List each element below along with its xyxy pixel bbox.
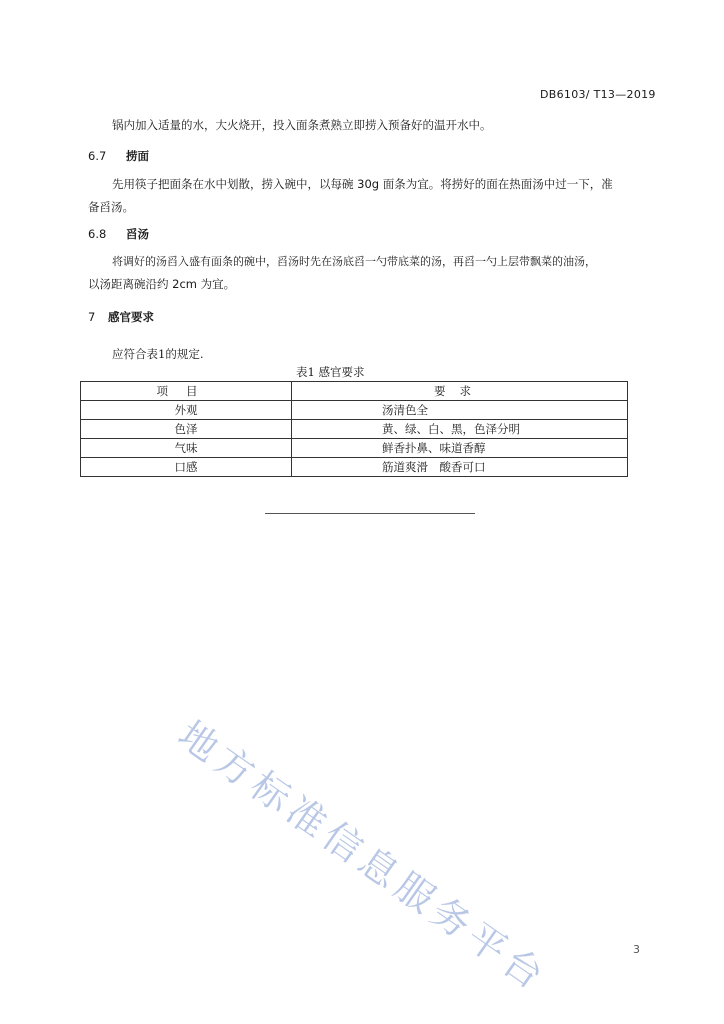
- sensory-requirements-table: [80, 381, 628, 477]
- table-cell: 口感: [81, 458, 292, 477]
- watermark-text: 地方标准信息服务平台: [170, 712, 557, 1001]
- section-6-7-heading: [88, 148, 149, 164]
- paragraph-6-8-line1: 将调好的汤舀入盛有面条的碗中，舀汤时先在汤底舀一勺带底菜的汤，再舀一勺上层带飘菜的油汤，: [112, 255, 596, 268]
- table-row: [81, 439, 628, 458]
- header-cell-requirement: 要求: [292, 382, 628, 401]
- section-number: 7: [88, 310, 96, 324]
- table-cell: 鲜香扑鼻、味道香醇: [292, 439, 628, 458]
- table-row: [81, 458, 628, 477]
- table-intro: 应符合表1的规定.: [112, 347, 204, 361]
- page-number: 3: [633, 943, 640, 956]
- table-row: [81, 401, 628, 420]
- table-caption: 表1 感官要求: [296, 365, 365, 379]
- section-title: 捞面: [126, 149, 149, 163]
- table-cell: 筋道爽滑 酸香可口: [292, 458, 628, 477]
- table-cell: 气味: [81, 439, 292, 458]
- table-header-row: [81, 382, 628, 401]
- section-number: 6.7: [88, 149, 107, 163]
- paragraph-cooking: 锅内加入适量的水，大火烧开，投入面条煮熟立即捞入预备好的温开水中。: [112, 118, 492, 132]
- document-code: DB6103/ T13—2019: [540, 88, 656, 101]
- header-cell-item: 项目: [81, 382, 292, 401]
- paragraph-6-7-line1: 先用筷子把面条在水中划散，捞入碗中，以每碗 30g 面条为宜。将捞好的面在热面汤中过一下，准: [112, 177, 613, 191]
- end-of-document-line: [265, 513, 475, 514]
- table-cell: 色泽: [81, 420, 292, 439]
- section-number: 6.8: [88, 227, 107, 241]
- table-cell: 汤清色全: [292, 401, 628, 420]
- section-title: 舀汤: [126, 227, 149, 241]
- table-cell: 黄、绿、白、黑，色泽分明: [292, 420, 628, 439]
- section-7-heading: [88, 309, 154, 325]
- section-6-8-heading: [88, 226, 149, 242]
- table-row: [81, 420, 628, 439]
- paragraph-6-8-line2: 以汤距离碗沿约 2cm 为宜。: [88, 277, 236, 291]
- table-cell: 外观: [81, 401, 292, 420]
- section-title: 感官要求: [108, 310, 154, 324]
- paragraph-6-7-line2: 备舀汤。: [88, 200, 134, 214]
